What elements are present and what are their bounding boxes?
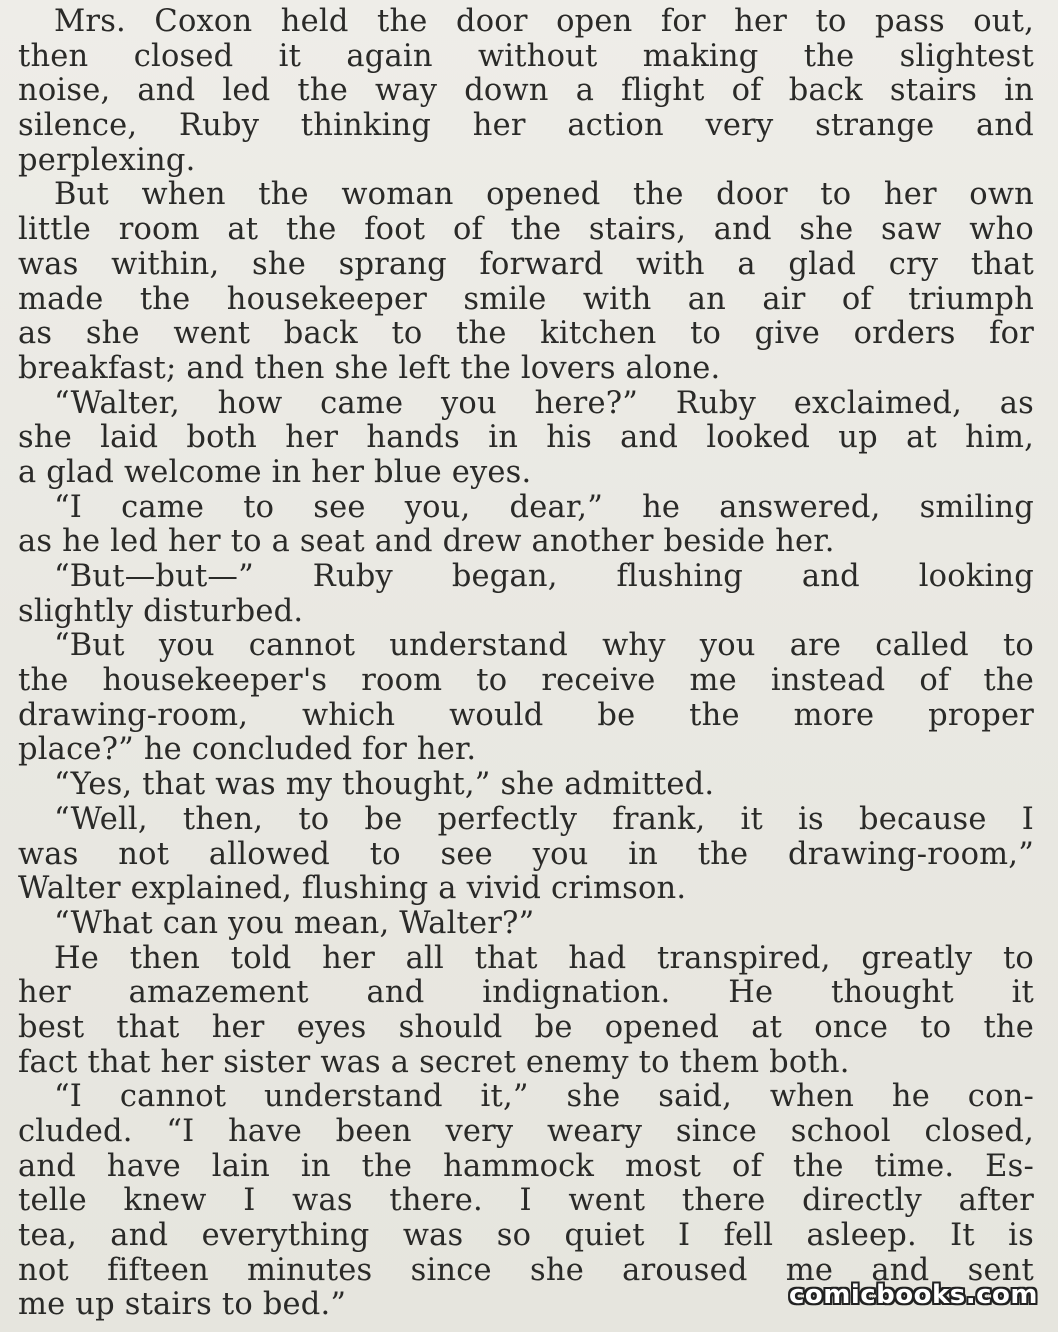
article-line: fact that her sister was a secret enemy to them both. — [18, 1045, 850, 1080]
article-line: as he led her to a seat and drew another beside her. — [18, 525, 835, 560]
article-line: telle knew I was there. I went there directly after — [18, 1184, 1034, 1219]
article-line: and have lain in the hammock most of the time. Es- — [18, 1149, 1034, 1184]
article-line: “I came to see you, dear,” he answered, smiling — [54, 490, 1034, 525]
article-line: “But—but—” Ruby began, flushing and looking — [54, 560, 1034, 594]
article-line: drawing-room, which would be the more proper — [18, 698, 1034, 733]
article-line: she laid both her hands in his and looked up at him, — [18, 421, 1034, 456]
article-line: was within, she sprang forward with a glad cry that — [18, 247, 1034, 282]
article-line: silence, Ruby thinking her action very strange and — [18, 109, 1034, 144]
article-line: the housekeeper's room to receive me instead of the — [18, 664, 1034, 699]
article-line: breakfast; and then she left the lovers alone. — [18, 351, 721, 386]
article-line: Mrs. Coxon held the door open for her to pass out, — [54, 5, 1034, 39]
article-line: tea, and everything was so quiet I fell asleep. It is — [18, 1219, 1034, 1254]
article-line: slightly disturbed. — [18, 594, 304, 629]
article-line: “What can you mean, Walter?” — [54, 906, 535, 941]
article-line: noise, and led the way down a flight of back stairs in — [18, 74, 1034, 109]
article-line: not fifteen minutes since she aroused me and sent — [18, 1253, 1034, 1288]
article-line: Walter explained, flushing a vivid crimson. — [18, 872, 687, 907]
article-line: He then told her all that had transpired, greatly to — [54, 941, 1034, 976]
article-line: as she went back to the kitchen to give orders for — [18, 317, 1034, 352]
article-line: me up stairs to bed.” — [18, 1288, 347, 1323]
article-line: little room at the foot of the stairs, and she saw who — [18, 213, 1034, 248]
article-line: her amazement and indignation. He thought it — [18, 976, 1034, 1011]
article-line: best that her eyes should be opened at once to the — [18, 1010, 1034, 1045]
article-line: place?” he concluded for her. — [18, 733, 477, 768]
article-line: was not allowed to see you in the drawing-room,” — [18, 837, 1034, 872]
article-column — [18, 5, 1034, 1323]
watermark: comicbooks.com — [788, 1280, 1038, 1310]
article-line: perplexing. — [18, 143, 196, 178]
article-line: “Walter, how came you here?” Ruby exclaimed, as — [54, 386, 1034, 421]
article-line: “But you cannot understand why you are called to — [54, 629, 1034, 664]
article-line: cluded. “I have been very weary since school closed, — [18, 1115, 1034, 1149]
article-line: a glad welcome in her blue eyes. — [18, 455, 532, 490]
article-line: “I cannot understand it,” she said, when he con- — [54, 1080, 1034, 1115]
article-line: made the housekeeper smile with an air of triumph — [18, 282, 1034, 317]
article-line: then closed it again without making the slightest — [18, 39, 1034, 74]
article-line: “Well, then, to be perfectly frank, it is because I — [54, 802, 1034, 837]
article-line: But when the woman opened the door to her own — [54, 178, 1034, 213]
article-line: “Yes, that was my thought,” she admitted. — [54, 768, 715, 803]
